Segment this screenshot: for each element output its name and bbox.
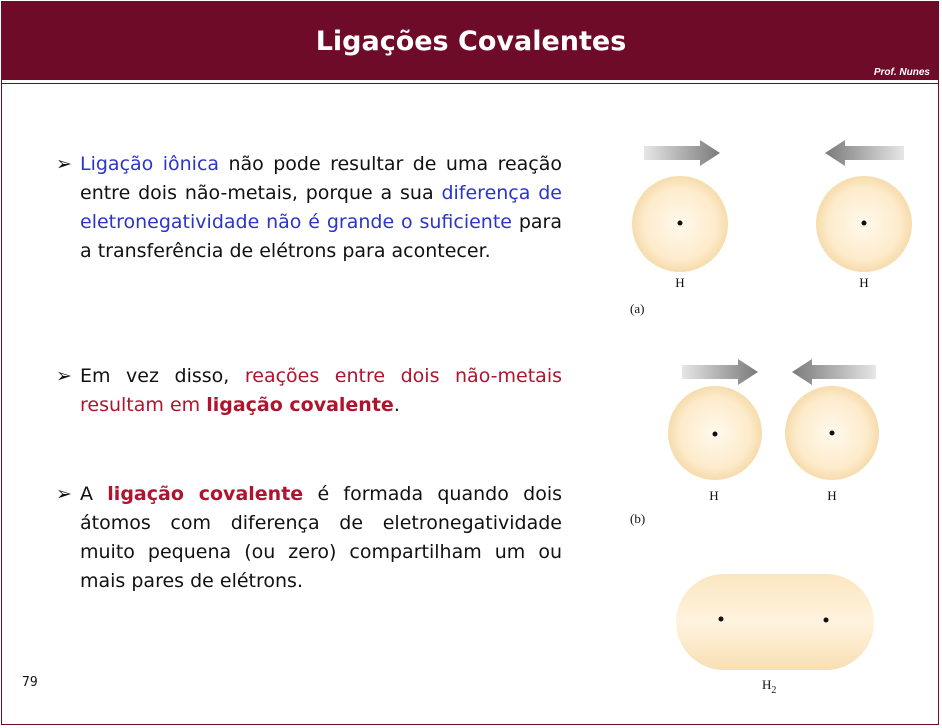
molecule-shape [676, 574, 874, 670]
atom-label-right: H [827, 488, 837, 503]
bullet-1-text-d: transferência de elétrons para acontecer [97, 240, 485, 262]
atom-label-left: H [709, 488, 719, 503]
electron-dot [678, 221, 683, 226]
arrow-right-icon [644, 140, 720, 166]
bullet-1-text-c: para a [80, 211, 562, 262]
slide-title: Ligações Covalentes [315, 26, 627, 57]
panel-a-label: (a) [630, 301, 645, 316]
electron-dot [830, 431, 835, 436]
bullet-arrow-icon: ➢ [56, 365, 72, 387]
bullet-2-term: ligação covalente [206, 394, 394, 416]
molecule-label-subscript: 2 [771, 685, 777, 696]
bullet-2-text-a: Em vez disso, [80, 365, 245, 387]
arrow-left-icon [825, 140, 904, 166]
bullet-3-term: ligação covalente [107, 483, 304, 505]
author-label: Prof. Nunes [873, 67, 930, 78]
bullet-3-text-b: é formada quando dois átomos com diferença de eletronegatividade muito pequena (ou zero) compartilham um ou mais pares de elétrons. [80, 483, 562, 592]
bullet-1-text-b: , porque a sua [291, 182, 442, 204]
electron-dot [824, 618, 829, 623]
electron-dot [719, 617, 724, 622]
atom-label-right: H [859, 275, 869, 290]
page-number: 79 [22, 675, 38, 690]
arrow-left-icon [792, 359, 876, 385]
arrow-right-icon [682, 359, 758, 385]
panel-b [630, 359, 879, 526]
electron-dot [862, 221, 867, 226]
bullet-1-term: Ligação iônica [80, 153, 220, 175]
atom-label-left: H [675, 275, 685, 290]
h2-molecule [676, 574, 874, 696]
electron-dot [713, 432, 718, 437]
bullet-2-period: . [393, 394, 400, 416]
panel-b-label: (b) [630, 511, 646, 526]
bullet-arrow-icon: ➢ [56, 483, 72, 505]
panel-a [630, 140, 912, 316]
molecule-label-main: H [762, 677, 772, 692]
bullet-3-text-a: A [80, 483, 108, 505]
bullet-1-highlight: diferença de eletronegatividade não é grande o suficiente [80, 182, 562, 233]
molecule-label [762, 677, 776, 696]
bullet-1-period: . [484, 240, 491, 262]
bullet-1-text-a: não pode resultar de uma reação entre dois não-metais [80, 153, 563, 204]
bullet-2-highlight: reações entre dois não-metais resultam em [80, 365, 562, 416]
bullet-arrow-icon: ➢ [56, 153, 72, 175]
